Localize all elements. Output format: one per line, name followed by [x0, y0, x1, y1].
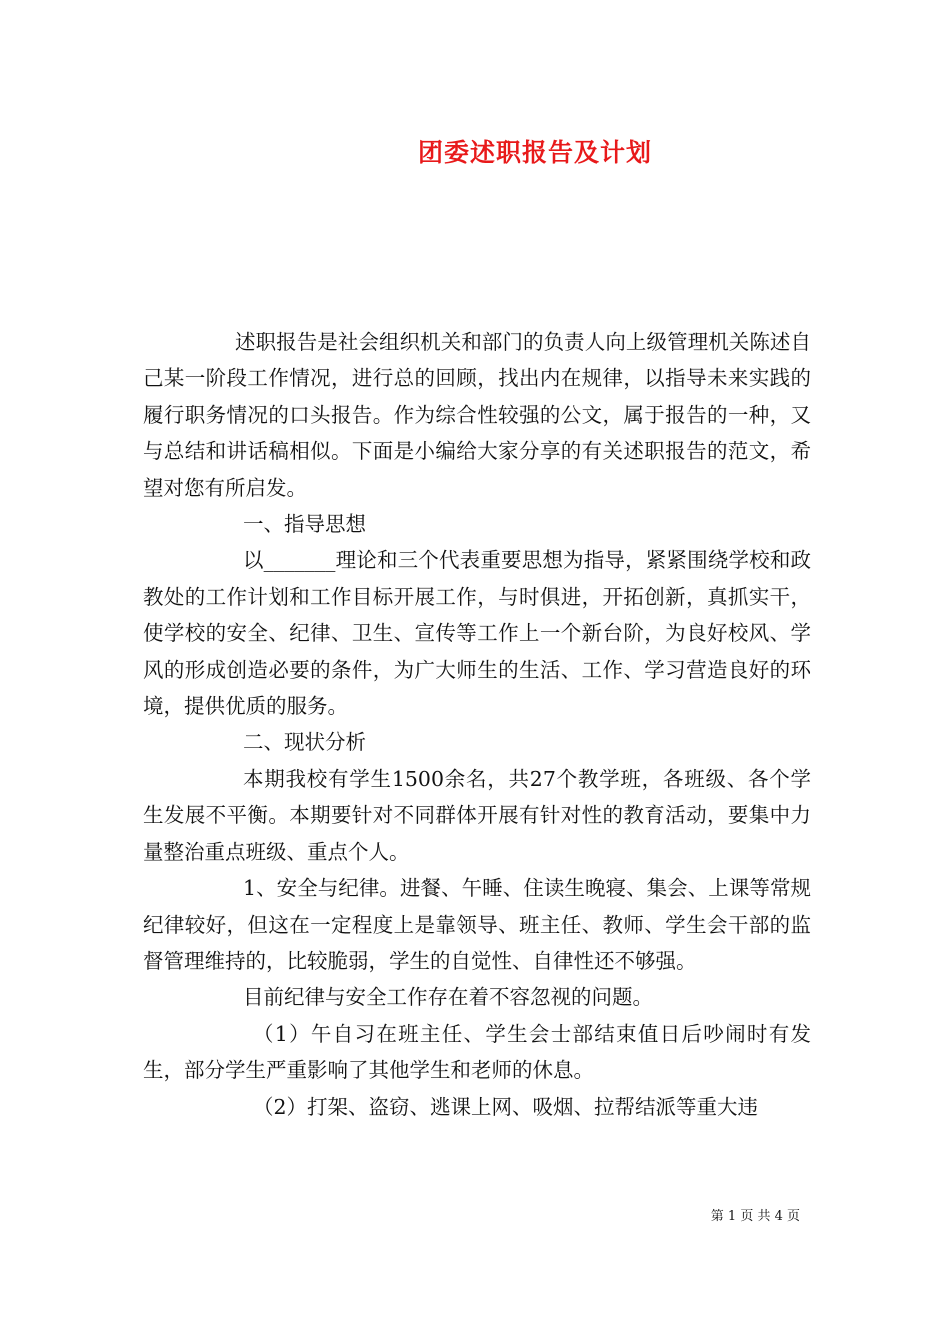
- page-number-footer: 第 1 页 共 4 页: [710, 1209, 800, 1224]
- problem-item-1: （1）午自习在班主任、学生会士部结束值日后吵闹时有发生，部分学生严重影响了其他学生和老师的休息。: [143, 1021, 811, 1083]
- safety-discipline-paragraph: 1、安全与纪律。进餐、午睡、住读生晚寝、集会、上课等常规纪律较好，但这在一定程度上是靠领导、班主任、教师、学生会干部的监督管理维持的，比较脆弱，学生的自觉性、自律性还不够强。: [143, 876, 811, 973]
- document-title: 团委述职报告及计划: [417, 138, 652, 167]
- problems-intro-paragraph: 目前纪律与安全工作存在着不容忽视的问题。: [243, 985, 653, 1010]
- section-heading-status-analysis: 二、现状分析: [243, 730, 366, 755]
- document-body: [143, 324, 811, 1125]
- section-heading-guiding-ideology: 一、指导思想: [243, 512, 366, 537]
- status-analysis-paragraph: 本期我校有学生1500余名，共27个教学班，各班级、各个学生发展不平衡。本期要针对不同群体开展有针对性的教育活动，要集中力量整治重点班级、重点个人。: [143, 766, 811, 864]
- intro-paragraph: 述职报告是社会组织机关和部门的负责人向上级管理机关陈述自己某一阶段工作情况，进行总的回顾，找出内在规律，以指导未来实践的履行职务情况的口头报告。作为综合性较强的公文，属于报告的一种，又与总结和讲话稿相似。下面是小编给大家分享的有关述职报告的范文，希望对您有所启发。: [143, 330, 811, 500]
- guiding-ideology-paragraph: 以_______理论和三个代表重要思想为指导，紧紧围绕学校和政教处的工作计划和工作目标开展工作，与时俱进，开拓创新，真抓实干，使学校的安全、纪律、卫生、宣传等工作上一个新台阶，为良好校风、学风的形成创造必要的条件，为广大师生的生活、工作、学习营造良好的环境，提供优质的服务。: [143, 548, 811, 719]
- problem-item-2: （2）打架、盗窃、逃课上网、吸烟、拉帮结派等重大违: [253, 1094, 759, 1119]
